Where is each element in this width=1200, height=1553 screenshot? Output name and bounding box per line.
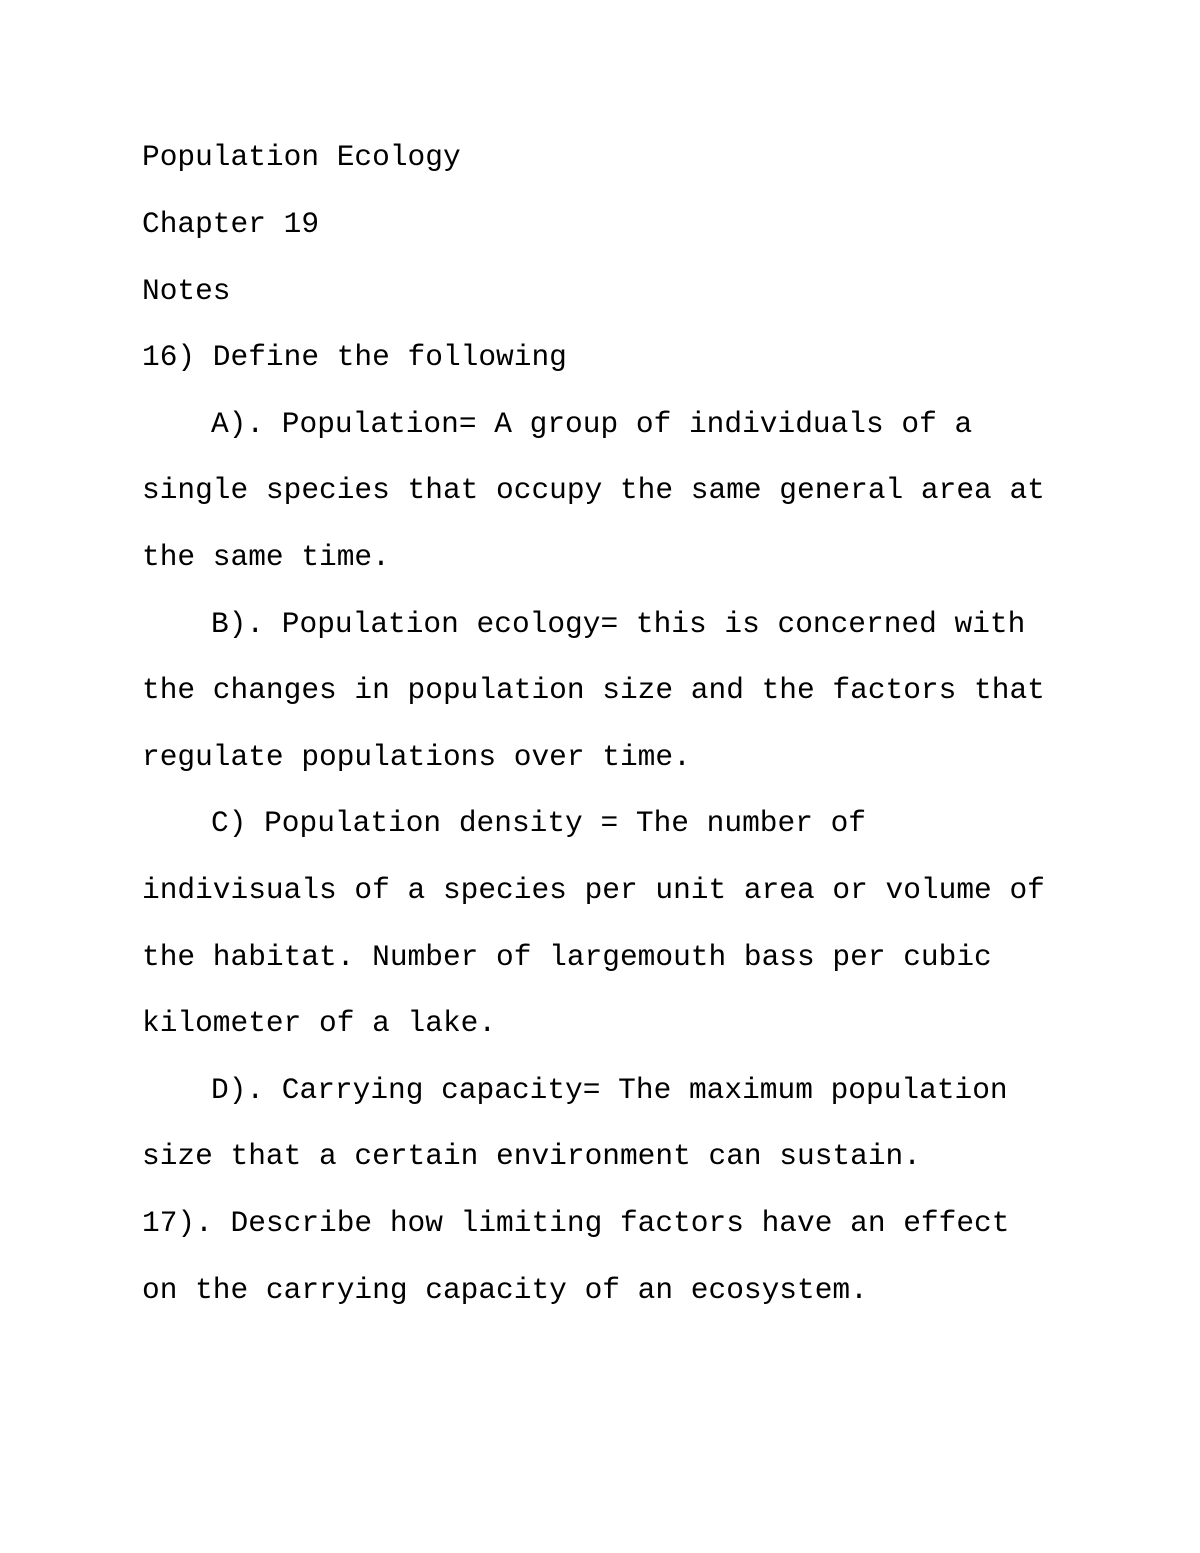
definition-b-line: regulate populations over time. (142, 740, 691, 774)
definition-b-line: the changes in population size and the factors that (142, 673, 1045, 707)
definition-d-line: D). Carrying capacity= The maximum population (211, 1073, 1008, 1107)
definition-b-line: B). Population ecology= this is concerned with (211, 607, 1026, 641)
definition-c-line: the habitat. Number of largemouth bass per cubic (142, 940, 992, 974)
chapter-label: Chapter 19 (142, 207, 320, 241)
definition-c-line: kilometer of a lake. (142, 1006, 497, 1040)
definition-a-line: A). Population= A group of individuals of a (211, 407, 973, 441)
definition-a-line: single species that occupy the same general area at (142, 473, 1045, 507)
definition-a-line: the same time. (142, 540, 390, 574)
question-17-line: 17). Describe how limiting factors have an effect (142, 1206, 1010, 1240)
definition-c-line: indivisuals of a species per unit area or volume of (142, 873, 1045, 907)
question-17-line: on the carrying capacity of an ecosystem. (142, 1273, 868, 1307)
document-title: Population Ecology (142, 140, 461, 174)
definition-c-line: C) Population density = The number of (211, 806, 867, 840)
notes-label: Notes (142, 274, 231, 308)
question-16-heading: 16) Define the following (142, 340, 567, 374)
definition-d-line: size that a certain environment can sustain. (142, 1139, 921, 1173)
